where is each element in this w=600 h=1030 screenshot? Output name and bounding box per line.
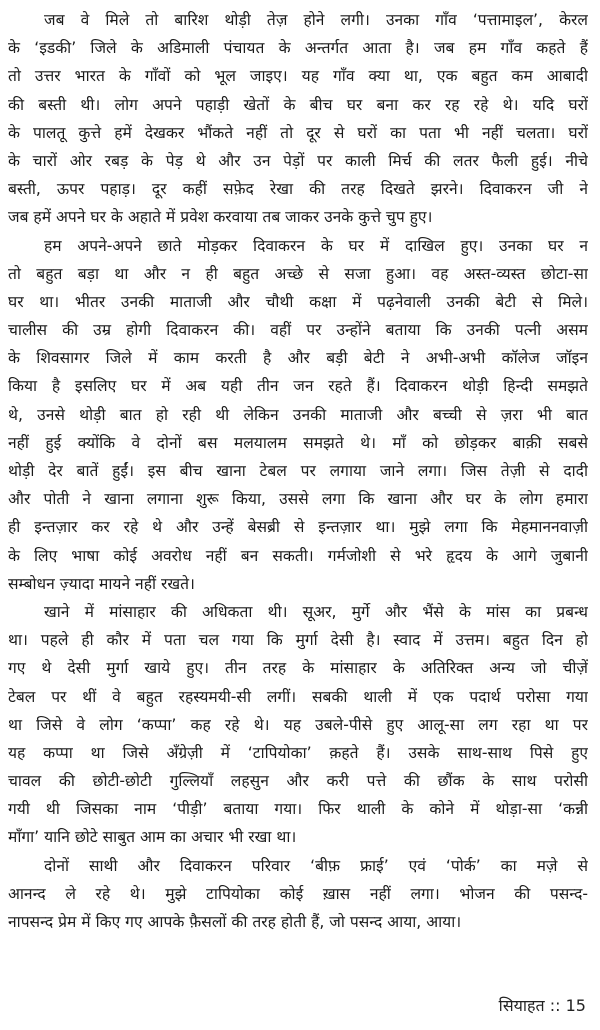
text-line: के ‘इडकी’ जिले के अडिमाली पंचायत के अन्तर्गत आता है। जब हम गाँव कहते हैं [8, 39, 588, 58]
text-line: चालीस की उम्र होगी दिवाकरन की। वहीं पर उन्होंने बताया कि उनकी पत्नी असम [8, 321, 588, 340]
paragraph-4 [8, 852, 588, 937]
text-line: गए थे देसी मुर्गा खाये हुए। तीन तरह के मांसाहार के अतिरिक्त अन्य जो चीज़ें [8, 659, 588, 678]
text-line: के शिवसागर जिले में काम करती है और बड़ी बेटी ने अभी-अभी कॉलेज जॉइन [8, 349, 588, 368]
text-line: की बस्ती थी। लोग अपने पहाड़ी खेतों के बीच घर बना कर रह रहे थे। यदि घरों [8, 95, 588, 114]
text-line: किया है इसलिए घर में अब यही तीन जन रहते हैं। दिवाकरन थोड़ी हिन्दी समझते [8, 377, 588, 396]
paragraph-1 [8, 6, 588, 232]
text-line: घर था। भीतर उनकी माताजी और चौथी कक्षा में पढ़नेवाली उनकी बेटी से मिले। [8, 292, 588, 311]
text-line: जब वे मिले तो बारिश थोड़ी तेज़ होने लगी। उनका गाँव ‘पत्तामाइल’, केरल [44, 11, 588, 29]
text-line: गयी थी जिसका नाम ‘पीड़ी’ बताया गया। फिर थाली के कोने में थोड़ा-सा ‘कन्नी [8, 800, 588, 819]
text-line: नहीं हुई क्योंकि वे दोनों बस मलयालम समझते थे। माँ को छोड़कर बाक़ी सबसे [8, 433, 588, 452]
text-line: था जिसे वे लोग ‘कप्पा’ कह रहे थे। यह उबले-पीसे हुए आलू-सा लग रहा था पर [8, 715, 588, 734]
text-line: थे, उनसे थोड़ी बात हो रही थी लेकिन उनकी माताजी और बच्ची से ज़रा भी बात [8, 405, 588, 424]
text-line: ही इन्तज़ार कर रहे थे और उन्हें बेसब्री से इन्तज़ार था। मुझे लगा कि मेहमाननवाज़ी [8, 518, 588, 537]
text-line: चावल की छोटी-छोटी गुल्लियाँ लहसुन और करी पत्ते की छौंक के साथ परोसी [8, 772, 588, 791]
text-line: बस्ती, ऊपर पहाड़। दूर कहीं सफ़ेद रेखा की तरह दिखते झरने। दिवाकरन जी ने [8, 180, 588, 199]
page-footer [499, 992, 586, 1020]
text-line: जब हमें अपने घर के अहाते में प्रवेश करवाया तब जाकर उनके कुत्ते चुप हुए। [8, 208, 433, 227]
text-line: खाने में मांसाहार की अधिकता थी। सूअर, मुर्गे और भैंसे के मांस का प्रबन्ध [44, 602, 588, 621]
text-line: सम्बोधन ज़्यादा मायने नहीं रखते। [8, 574, 195, 593]
text-line: के चारों ओर रबड़ के पेड़ थे और उन पेड़ों पर काली मिर्च की लतर फैली हुई। नीचे [8, 151, 588, 170]
text-line: तो बहुत बड़ा था और न ही बहुत अच्छे से सजा हुआ। वह अस्त-व्यस्त छोटा-सा [8, 264, 588, 283]
text-line: तो उत्तर भारत के गाँवों को भूल जाइए। यह गाँव क्या था, एक बहुत कम आबादी [8, 67, 588, 86]
text-line: थोड़ी देर बातें हुईं। इस बीच खाना टेबल पर लगाया जाने लगा। जिस तेज़ी से दादी [8, 462, 588, 480]
paragraph-2 [8, 232, 588, 598]
text-line: के पालतू कुत्ते हमें देखकर भौंकते नहीं तो दूर से घरों का पता भी नहीं चलता। घरों [8, 123, 588, 142]
text-line: था। पहले ही कौर में पता चल गया कि मुर्गा देसी है। स्वाद में उत्तम। बहुत दिन हो [8, 631, 588, 650]
paragraph-3 [8, 598, 588, 852]
text-line: यह कप्पा था जिसे अँग्रेज़ी में ‘टापियोका’ क़हते हैं। उसके साथ-साथ पिसे हुए [8, 743, 588, 762]
text-line: दोनों साथी और दिवाकरन परिवार ‘बीफ़ फ्राई’ एवं ‘पोर्क’ का मज़े से [44, 856, 588, 875]
text-line: हम अपने-अपने छाते मोड़कर दिवाकरन के घर में दाखिल हुए। उनका घर न [44, 236, 588, 255]
footer-label: सियाहत :: 15 [498, 996, 586, 1015]
text-line: नापसन्द प्रेम में किए गए आपके फ़ैसलों की तरह होती हैं, जो पसन्द आया, आया। [8, 913, 462, 931]
text-line: माँगा’ यानि छोटे साबुत आम का अचार भी रखा था। [8, 828, 297, 847]
text-line: और पोती ने खाना लगाना शुरू किया, उससे लगा कि खाना और घर के लोग हमारा [8, 490, 588, 509]
text-line: आनन्द ले रहे थे। मुझे टापियोका कोई ख़ास नहीं लगा। भोजन की पसन्द- [8, 884, 588, 903]
text-line: टेबल पर थीं वे बहुत रहस्यमयी-सी लगीं। सबकी थाली में एक पदार्थ परोसा गया [8, 687, 588, 706]
text-line: के लिए भाषा कोई अवरोध नहीं बन सकती। गर्मजोशी से भरे हृदय के आगे जुबानी [8, 546, 588, 565]
